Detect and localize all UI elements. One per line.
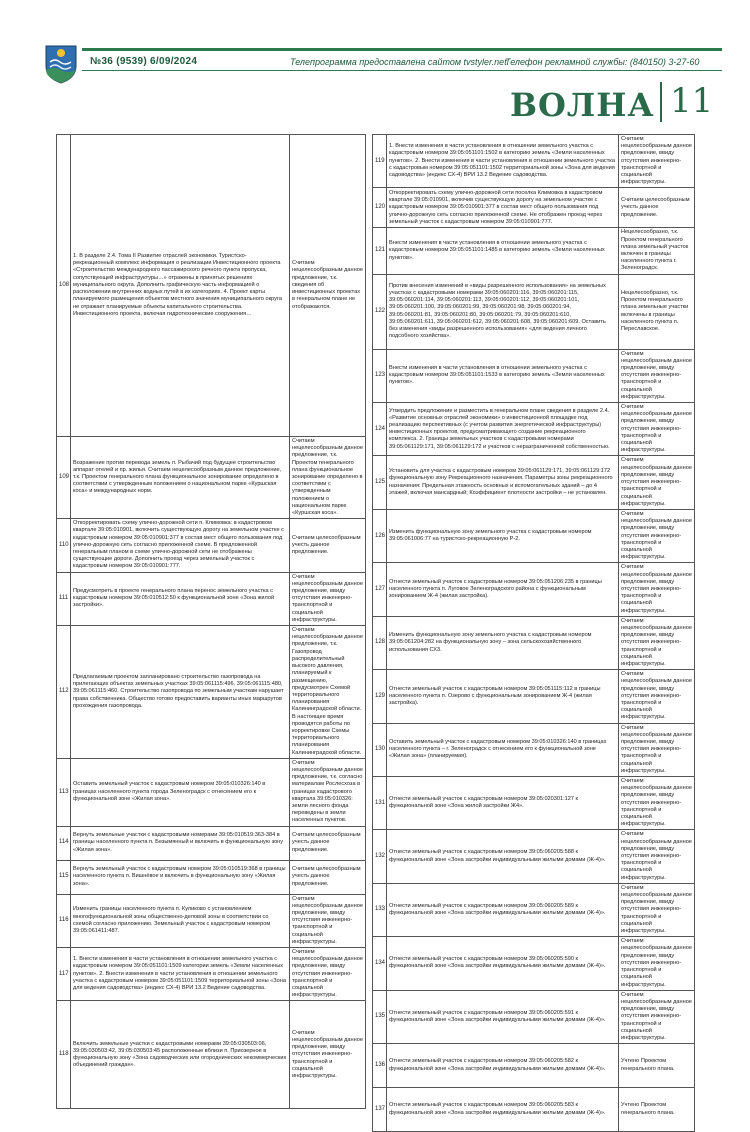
table-row bbox=[57, 572, 366, 625]
row-number: 132 bbox=[373, 830, 387, 883]
row-number: 121 bbox=[373, 228, 387, 274]
row-number: 114 bbox=[57, 826, 71, 860]
proposal-text: Включить земельные участки с кадастровыми номерами 39:05:030503:06, 39:05:030503:42, 39:05:030503:45 расположенные вблизи п. Приозерное в функциональную зону «Зона садоводческих или огороднических некоммерческих объединений граждан». bbox=[71, 1001, 290, 1109]
decision-text: Считаем целесообразным учесть данное предложение. bbox=[290, 826, 366, 860]
proposal-text: Внести изменения в части установления в отношении земельного участка с кадастровым номером 39:05:051101:1485 в категорию земель «Земли населенных пунктов». bbox=[387, 228, 619, 274]
row-number: 134 bbox=[373, 937, 387, 990]
row-number: 136 bbox=[373, 1044, 387, 1088]
proposal-text: Предусмотреть в проекте генерального плана перенос земельного участка с кадастровым номером 39:05:010512:50 к функциональной зоне «Зона жилой застройки». bbox=[71, 572, 290, 625]
proposal-text: Возражение против перевода земель п. Рыбачий под будущее строительство аппарат отелей и пр. жилья. Считаем нецелесообразным данное предложение, т.к. Проектом генерального плана функциональное зонирование определено в соответствии с утвержденным положением о национальном парке «Куршская коса» и международных норм. bbox=[71, 437, 290, 519]
row-number: 130 bbox=[373, 723, 387, 776]
table-row bbox=[373, 883, 695, 936]
decision-text: Считаем нецелесообразным данное предложение, ввиду отсутствия инженерно-транспортной и социальной инфраструктуры. bbox=[619, 349, 695, 402]
proposal-text: Отнести земельный участок с кадастровым номером 39:05:060205:589 к функциональной зоне «Зона застройки индивидуальными жилыми домами (Ж-4)». bbox=[387, 883, 619, 936]
decision-text: Считаем нецелесообразным данное предложение, ввиду отсутствия инженерно-транспортной и социальной инфраструктуры. bbox=[619, 135, 695, 188]
table-row bbox=[373, 670, 695, 723]
proposal-text: Отнести земельный участок с кадастровым номером 39:05:020301:127 к функциональной зоне «Зона жилой застройки Ж4». bbox=[387, 777, 619, 830]
table-row bbox=[373, 937, 695, 990]
table-row bbox=[57, 826, 366, 860]
decision-text: Нецелесообразно, т.к. Проектом генерального плана земельный участок включен в границы населенного пункта г. Зеленоградск. bbox=[619, 228, 695, 274]
decision-text: Считаем целесообразным учесть данное предложение. bbox=[290, 519, 366, 572]
table-row bbox=[373, 1044, 695, 1088]
decision-text: Считаем нецелесообразным данное предложение, ввиду отсутствия инженерно-транспортной и социальной инфраструктуры. bbox=[619, 456, 695, 509]
table-row bbox=[373, 403, 695, 456]
proposal-text: Оставить земельный участок с кадастровым номером 39:05:010326:140 в границах населенного пункта – г. Зеленоградск с отнесением его к функциональной зоне «Жилая зона» (планируемая). bbox=[387, 723, 619, 776]
decision-text: Считаем целесообразным учесть данное предложение. bbox=[619, 188, 695, 228]
table-row bbox=[373, 349, 695, 402]
row-number: 137 bbox=[373, 1088, 387, 1132]
decision-text: Нецелесообразно, т.к. Проектом генерального плана земельные участки включены в границы населенного пункта п. Переславское. bbox=[619, 274, 695, 349]
proposal-text: Оставить земельный участок с кадастровым номером 39:05:010326:140 в границах населенного пункта города Зеленоградск с отнесением его к функциональной зоне «Жилая зона». bbox=[71, 758, 290, 826]
table-row bbox=[373, 188, 695, 228]
row-number: 119 bbox=[373, 135, 387, 188]
table-row bbox=[57, 1001, 366, 1109]
row-number: 122 bbox=[373, 274, 387, 349]
decision-text: Учтено Проектом генерального плана. bbox=[619, 1044, 695, 1088]
table-row bbox=[57, 135, 366, 437]
proposal-text: Предлагаемым проектом запланировано строительство газопровода на прилегающих объектах земельных участках 39:05:061115:496, 39:05:061115:480, 39:05:061115:460. Строительство газопровода по земельным участкам нарушает права собственника. Общество готово предоставить варианты иных маршрутов прохождения газопровода. bbox=[71, 626, 290, 759]
row-number: 131 bbox=[373, 777, 387, 830]
decision-text: Считаем нецелесообразным данное предложение, ввиду отсутствия инженерно-транспортной и социальной инфраструктуры. bbox=[619, 403, 695, 456]
row-number: 115 bbox=[57, 860, 71, 894]
row-number: 120 bbox=[373, 188, 387, 228]
decision-text: Считаем нецелесообразным данное предложение, ввиду отсутствия инженерно-транспортной и социальной инфраструктуры. bbox=[619, 830, 695, 883]
row-number: 108 bbox=[57, 135, 71, 437]
proposal-text: Отнести земельный участок с кадастровым номером 39:05:060205:583 к функциональной зоне «Зона застройки индивидуальными жилыми домами (Ж-4)». bbox=[387, 1088, 619, 1132]
decision-text: Считаем нецелесообразным данное предложение, т.к. Газопровод распределительный высокого давления, планируемый к размещению, предусмотрен Схемой территориального планирования Калининградской области. В настоящее время проводятся работы по корректировке Схемы территориального планирования Калининградской области. bbox=[290, 626, 366, 759]
proposal-text: Отнести земельный участок с кадастровым номером 39:05:051115:112 в границы населенного пункта п. Озерово с функциональным зонированием Ж-4 (жилая застройка). bbox=[387, 670, 619, 723]
proposal-text: Откорректировать схему улично-дорожной сети поселка Климовка в кадастровом квартале 39:05:010901, включив существующую дорогу на земельном участке с кадастровым номером 39:05:010901:377 в состав мест общего пользования под улично-дорожную сеть согласно приложенной схеме. Не отображен проезд через земельный участок с кадастровым номером 39:05:010901:777. bbox=[387, 188, 619, 228]
right-proposals-table bbox=[372, 134, 695, 1132]
table-row bbox=[373, 723, 695, 776]
row-number: 126 bbox=[373, 509, 387, 562]
row-number: 135 bbox=[373, 990, 387, 1043]
decision-text: Учтено Проектом генерального плана. bbox=[619, 1088, 695, 1132]
newspaper-title: ВОЛНА bbox=[510, 86, 655, 124]
decision-text: Считаем нецелесообразным данное предложение, т.к. Проектом генерального плана функциональное зонирование определено в соответствии с утвержденным положением о национальном парке «Куршская коса». bbox=[290, 437, 366, 519]
row-number: 123 bbox=[373, 349, 387, 402]
decision-text: Считаем нецелесообразным данное предложение, ввиду отсутствия инженерно-транспортной и социальной инфраструктуры. bbox=[290, 1001, 366, 1109]
proposal-text: Против внесения изменений в «виды разрешенного использования» на земельных участках с кадастровыми номерами 39:05:060201:116, 39:05:060201:115, 39:05:060201:114, 39:05:060201:113, 39:05:060201:112, 39:05:060201:101, 39:05:060201:100, 39:05:060201:99, 39:05:060201:98, 39:05:060201:94, 39:05:060201:81, 39:05:060201:80, 39:05:060201:79, 39:05:060201:610, 39:05:060201:611, 39:05:060201:612, 39:05:060201:608, 39:05:060201:609. Оставить без изменения «виды разрешенного использования» «для ведения личного подсобного хозяйства». bbox=[387, 274, 619, 349]
decision-text: Считаем нецелесообразным данное предложение, ввиду отсутствия инженерно-транспортной и социальной инфраструктуры. bbox=[619, 990, 695, 1043]
decision-text: Считаем нецелесообразным данное предложение, т.к. согласно материалам Рослесхоза в границах кадастрового квартала 39:05:010326: земли лесного фонда переведены в земли населенных пунктов. bbox=[290, 758, 366, 826]
proposal-text: Изменить границы населенного пункта п. Куликово с установлением многофункциональной зоны общественно-деловой зоны в соответствии со схемой согласно приложению. Земельный участок с кадастровым номером 39:05:061411:487. bbox=[71, 894, 290, 947]
proposal-text: Утвердить предложение и разместить в генеральном плане сведения в разделе 2.4. «Развитие основных отраслей экономики» о инвестиционной площадке под реализацию перспективных (с учетом развития энергетической инфраструктуры) инвестиционных проектов, предусматривающего создание рекреационного комплекса. 2. Границы земельных участков с кадастровыми номерами 39:05:061129:171, 39:05:061129:172 и участков с неразграниченной собственностью. bbox=[387, 403, 619, 456]
ad-phone: Телефон рекламной службы: (840150) 3-27-60 bbox=[505, 57, 700, 67]
decision-text: Считаем нецелесообразным данное предложение, ввиду отсутствия инженерно-транспортной и социальной инфраструктуры. bbox=[290, 947, 366, 1000]
table-row bbox=[57, 860, 366, 894]
row-number: 116 bbox=[57, 894, 71, 947]
page-header bbox=[0, 0, 750, 130]
tv-credit: Телепрограмма предоставлена сайтом tvstyler.net bbox=[290, 57, 507, 67]
decision-text: Считаем нецелесообразным данное предложение, ввиду отсутствия инженерно-транспортной и социальной инфраструктуры. bbox=[619, 883, 695, 936]
proposal-text: Отнести земельный участок с кадастровым номером 39:05:051206:235 в границы населенного пункта п. Луговое Зеленоградского района с функциональным зонированием Ж-4 (жилая застройка). bbox=[387, 563, 619, 616]
table-row bbox=[57, 519, 366, 572]
row-number: 109 bbox=[57, 437, 71, 519]
table-row bbox=[373, 228, 695, 274]
proposal-text: Отнести земельный участок с кадастровым номером 39:05:060205:590 к функциональной зоне «Зона застройки индивидуальными жилыми домами (Ж-4)». bbox=[387, 937, 619, 990]
row-number: 128 bbox=[373, 616, 387, 669]
table-row bbox=[57, 437, 366, 519]
table-row bbox=[373, 1088, 695, 1132]
row-number: 129 bbox=[373, 670, 387, 723]
decision-text: Считаем нецелесообразным данное предложение, ввиду отсутствия инженерно-транспортной и социальной инфраструктуры. bbox=[619, 937, 695, 990]
table-row bbox=[373, 509, 695, 562]
row-number: 110 bbox=[57, 519, 71, 572]
row-number: 117 bbox=[57, 947, 71, 1000]
proposal-text: 1. Внести изменения в части установления в отношении земельного участка с кадастровым номером 39:05:051101:1502 в категорию земель «Земли населенных пунктов». 2. Внести изменения в части установления в отношении земельного участка с кадастровым номером 39:05:051101:1502 территориальной зоны «Зона для ведения садоводства» (индекс СХ-4) ВРИ 13.2 Ведение садоводства. bbox=[387, 135, 619, 188]
table-row bbox=[57, 894, 366, 947]
table-row bbox=[373, 456, 695, 509]
row-number: 118 bbox=[57, 1001, 71, 1109]
decision-text: Считаем нецелесообразным данное предложение, ввиду отсутствия инженерно-транспортной и социальной инфраструктуры. bbox=[290, 894, 366, 947]
decision-text: Считаем нецелесообразным данное предложение, ввиду отсутствия инженерно-транспортной и социальной инфраструктуры. bbox=[619, 723, 695, 776]
decision-text: Считаем нецелесообразным данное предложение, ввиду отсутствия инженерно-транспортной и социальной инфраструктуры. bbox=[290, 572, 366, 625]
row-number: 111 bbox=[57, 572, 71, 625]
decision-text: Считаем нецелесообразным данное предложение, ввиду отсутствия инженерно-транспортной и социальной инфраструктуры. bbox=[619, 509, 695, 562]
decision-text: Считаем нецелесообразным данное предложение, т.к. сведения об инвестиционных проектах в генеральном плане не отображаются. bbox=[290, 135, 366, 437]
row-number: 133 bbox=[373, 883, 387, 936]
header-rule bbox=[82, 48, 722, 51]
table-row bbox=[373, 135, 695, 188]
issue-number: №36 (9539) 6/09/2024 bbox=[90, 56, 198, 67]
table-row bbox=[373, 777, 695, 830]
table-row bbox=[373, 830, 695, 883]
proposal-text: 1. Внести изменения в части установления в отношении земельного участка с кадастровым номером 39:05:051101:1509 категории земель «Земли населенных пунктов». 2. Внести изменения в части установления в отношении земельного участка с кадастровым номером 39:05:051101:1509 территориальной зоны «Зона для ведения садоводства» (индекс СХ-4) ВРИ 13.2 Ведение садоводства. bbox=[71, 947, 290, 1000]
decision-text: Считаем нецелесообразным данное предложение, ввиду отсутствия инженерно-транспортной и социальной инфраструктуры. bbox=[619, 616, 695, 669]
proposal-text: Отнести земельный участок с кадастровым номером 39:05:060205:588 к функциональной зоне «Зона застройки индивидуальными жилыми домами (Ж-4)». bbox=[387, 830, 619, 883]
proposal-text: 1. В разделе 2.4. Тома II Развитие отраслей экономики. Туристско-рекреационный комплекс информация о реализации Инвестиционного проекта «Строительство международного пассажирского речного пункта пропуска, сопутствующей инфраструктуры…» отражены в принятых решениях муниципального округа. Дополнить графическую часть информацией о расположении внутренних водных путей в их категориях. 4. Проект карты планируемого размещения объектов местного значения муниципального округа не отражает планируемые объекты капитального строительства. Инвестиционного проекта, включая гидротехнические сооружения… bbox=[71, 135, 290, 437]
table-row bbox=[57, 947, 366, 1000]
proposal-text: Откорректировать схему улично-дорожной сети п. Климовка: в кадастровом квартале 39:05:010901, включить существующую дорогу на земельном участке с кадастровым номером 39:05:010901:377 в состав мест общего пользования под улично-дорожную сеть согласно приложенной схеме. В предложенной генеральным планом в схеме улично-дорожной сети не отображены существующие дороги. Дополнить проезд через земельный участок с кадастровым номером 39:05:010901:777. bbox=[71, 519, 290, 572]
proposal-text: Изменить функциональную зону земельного участка с кадастровым номером 39:05:061204:282 на функциональную зону – зона сельскохозяйственного использования СХ3. bbox=[387, 616, 619, 669]
decision-text: Считаем нецелесообразным данное предложение, ввиду отсутствия инженерно-транспортной и социальной инфраструктуры. bbox=[619, 670, 695, 723]
row-number: 113 bbox=[57, 758, 71, 826]
proposal-text: Отнести земельный участок с кадастровым номером 39:05:060205:582 к функциональной зоне «Зона застройки индивидуальными жилыми домами (Ж-4)». bbox=[387, 1044, 619, 1088]
table-row bbox=[57, 758, 366, 826]
decision-text: Считаем целесообразным учесть данное предложение. bbox=[290, 860, 366, 894]
decision-text: Считаем нецелесообразным данное предложение, ввиду отсутствия инженерно-транспортной и социальной инфраструктуры. bbox=[619, 563, 695, 616]
proposal-text: Внести изменения в части установления в отношении земельного участка с кадастровым номером 39:05:051101:1533 в категорию земель «Земли населенных пунктов». bbox=[387, 349, 619, 402]
left-proposals-table bbox=[56, 134, 366, 1109]
proposal-text: Вернуть земельный участок с кадастровым номером 39:05:010519:368 в границы населенного пункта п. Вишнёвое и включить в функциональную зону «Жилая зона». bbox=[71, 860, 290, 894]
proposal-text: Отнести земельный участок с кадастровым номером 39:05:060205:591 к функциональной зоне «Зона застройки индивидуальными жилыми домами (Ж-4)». bbox=[387, 990, 619, 1043]
table-row bbox=[373, 616, 695, 669]
proposal-text: Установить для участка с кадастровым номером 39:05:061129:171, 39:05:061129:172 функциональную зону Рекреационного назначения. Параметры зоны рекреационного назначения: Предельная этажность основных и вспомогательных зданий – до 4 этажей, включая мансардный; Коэффициент плотности застройки – не установлен. bbox=[387, 456, 619, 509]
page-number: 11 bbox=[660, 82, 713, 122]
decision-text: Считаем нецелесообразным данное предложение, ввиду отсутствия инженерно-транспортной и социальной инфраструктуры. bbox=[619, 777, 695, 830]
table-row bbox=[57, 626, 366, 759]
row-number: 112 bbox=[57, 626, 71, 759]
table-row bbox=[373, 563, 695, 616]
header-rule-bottom bbox=[82, 70, 722, 71]
table-row bbox=[373, 274, 695, 349]
row-number: 124 bbox=[373, 403, 387, 456]
row-number: 125 bbox=[373, 456, 387, 509]
coat-of-arms-icon bbox=[44, 44, 78, 84]
row-number: 127 bbox=[373, 563, 387, 616]
proposal-text: Вернуть земельные участки с кадастровыми номерами 39:05:010519:363-384 в границы населенного пункта п. Безымянный и включить в функциональную зону «Жилая зона». bbox=[71, 826, 290, 860]
proposal-text: Изменить функциональную зону земельного участка с кадастровым номером 39:05:061006:77 на туристско-рекреационную Р-2. bbox=[387, 509, 619, 562]
table-row bbox=[373, 990, 695, 1043]
